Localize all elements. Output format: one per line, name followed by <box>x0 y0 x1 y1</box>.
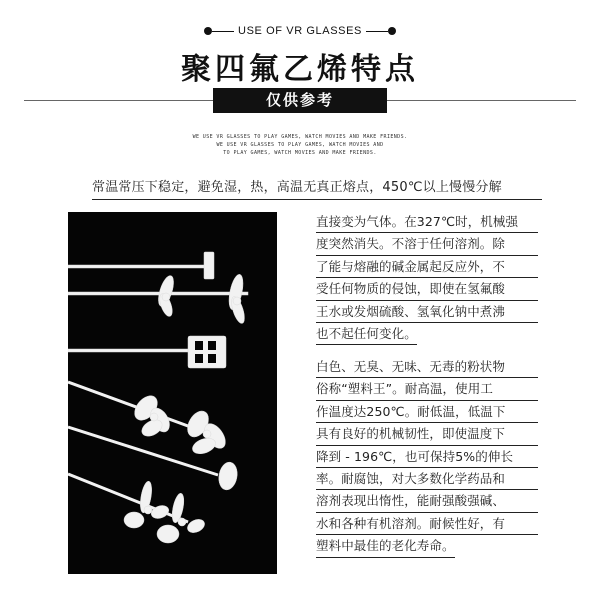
paragraph-2-line: 水和各种有机溶剂。耐候性好，有 <box>316 513 538 535</box>
intro-line: 常温常压下稳定，避免湿，热，高温无真正熔点，450℃以上慢慢分解 <box>92 177 542 200</box>
paragraph-1-line: 了能与熔融的碱金属起反应外，不 <box>316 256 538 278</box>
stirrer-illustration <box>68 212 277 574</box>
small-english-lines <box>0 133 600 157</box>
small-line-3: TO PLAY GAMES, WATCH MOVIES AND MAKE FRIENDS. <box>223 150 377 156</box>
reference-banner: 仅供参考 <box>213 88 387 113</box>
propeller-hub <box>233 297 241 305</box>
page-title: 聚四氟乙烯特点 <box>181 52 419 87</box>
paragraph-2 <box>316 356 538 562</box>
paragraph-2-line: 降到 - 196℃，也可保持5%的伸长 <box>316 446 538 468</box>
propeller-hub <box>144 506 152 514</box>
propeller-hub <box>203 430 211 438</box>
stirrer-rod-3 <box>68 349 188 352</box>
paragraph-2-line: 溶剂表现出惰性，能耐强酸强碱、 <box>316 490 538 512</box>
paragraph-2-line: 具有良好的机械韧性，即使温度下 <box>316 423 538 445</box>
propeller-hub <box>178 518 186 526</box>
disc-paddle <box>217 461 240 492</box>
grid-paddle <box>188 336 226 368</box>
stirrer-rod-2 <box>68 292 248 295</box>
paragraph-1 <box>316 211 538 349</box>
paragraph-1-line: 王水或发烟硫酸、氢氧化钠中煮沸 <box>316 301 538 323</box>
paragraph-2-line: 塑料中最佳的老化寿命。 <box>316 535 455 557</box>
paragraph-2-line: 率。耐腐蚀，对大多数化学药品和 <box>316 468 538 490</box>
paragraph-2-line: 俗称“塑料王”。耐高温，使用工 <box>316 378 538 400</box>
paragraph-1-line: 受任何物质的侵蚀，即使在氢氟酸 <box>316 278 538 300</box>
paragraph-2-line: 作温度达250℃。耐低温，低温下 <box>316 401 538 423</box>
small-line-1: WE USE VR GLASSES TO PLAY GAMES, WATCH MOVIES AND MAKE FRIENDS. <box>192 134 408 140</box>
stirrer-rod-1 <box>68 265 208 268</box>
ptfe-stirrer-photo <box>68 212 277 574</box>
subtitle-en: USE OF VR GLASSES <box>238 25 362 37</box>
propeller-blade <box>124 512 144 528</box>
propeller-blade <box>149 503 170 520</box>
paragraph-2-line: 白色、无臭、无味、无毒的粉状物 <box>316 356 538 378</box>
small-line-2: WE USE VR GLASSES TO PLAY GAMES, WATCH MOVIES AND <box>216 142 384 148</box>
propeller-blade <box>157 525 179 543</box>
stirrer-tbar-head <box>204 252 214 279</box>
paragraph-1-line: 度突然消失。不溶于任何溶剂。除 <box>316 233 538 255</box>
paragraph-1-line: 也不起任何变化。 <box>316 323 417 345</box>
propeller-blade <box>185 517 206 535</box>
propeller-hub <box>162 293 170 301</box>
propeller-hub <box>150 413 158 421</box>
paragraph-1-line: 直接变为气体。在327℃时，机械强 <box>316 211 538 233</box>
